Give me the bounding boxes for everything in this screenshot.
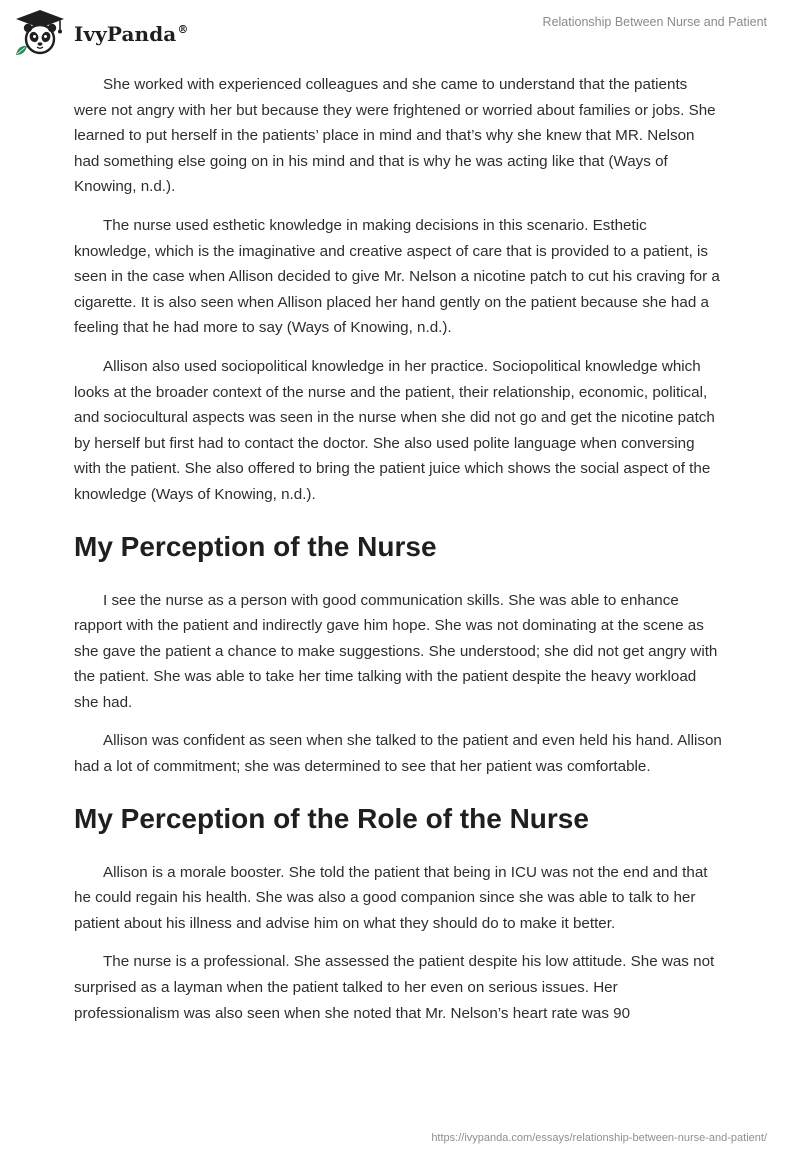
ivypanda-logo[interactable] [14,8,188,58]
section-heading-perception-of-nurse: My Perception of the Nurse [74,530,437,562]
paragraph: Allison also used sociopolitical knowledge in her practice. Sociopolitical knowledge which looks at the broader context of the nurse and the patient, their relationship, economic, political, and sociocultural aspects was seen in the nurse when she did not go and get the nicotine patch by herself but first had to contact the doctor. She also used polite language when conversing with the patient. She also offered to bring the patient juice which shows the social aspect of the knowledge (Ways of Knowing, n.d.). [74,357,715,503]
paragraph: Allison is a morale booster. She told the patient that being in ICU was not the end and that he could regain his health. She was also a good companion since she was able to talk to her patient about his illness and advise him on what they should do to make it better. [74,863,708,932]
registered-mark: ® [177,23,189,37]
brand-name [74,22,188,46]
brand-text: IvyPanda [74,22,177,46]
paragraph: Allison was confident as seen when she talked to the patient and even held his hand. Allison had a lot of commitment; she was determined to see that her patient was comfortable. [74,732,722,776]
source-url-link[interactable]: https://ivypanda.com/essays/relationship-between-nurse-and-patient/ [431,1132,767,1144]
paragraph: She worked with experienced colleagues and she came to understand that the patients were not angry with her but because they were frightened or worried about families or jobs. She learned to put herself in the patients’ place in mind and that’s why she knew that MR. Nelson had something else going on in his mind and that is why he was acting like that (Ways of Knowing, n.d.). [74,76,716,196]
section-heading-role-of-nurse: My Perception of the Role of the Nurse [74,802,589,834]
essay-content [74,72,724,1039]
paragraph: I see the nurse as a person with good communication skills. She was able to enhance rapport with the patient and indirectly gave him hope. She was not dominating at the scene as she gave the patient a chance to make suggestions. She understood; she did not get angry with the patient. She was able to take her time talking with the patient despite the heavy workload she had. [74,591,718,711]
paragraph: The nurse used esthetic knowledge in making decisions in this scenario. Esthetic knowledge, which is the imaginative and creative aspect of care that is provided to a patient, is seen in the case when Allison decided to give Mr. Nelson a nicotine patch to cut his craving for a cigarette. It is also seen when Allison placed her hand gently on the patient because she had a feeling that he had more to say (Ways of Knowing, n.d.). [74,216,720,337]
paragraph: The nurse is a professional. She assessed the patient despite his low attitude. She was not surprised as a layman when the patient talked to her even on serious issues. Her professionalism was also seen when she noted that Mr. Nelson’s heart rate was 90 [74,953,715,1022]
panda-graduate-icon [14,8,66,58]
page-header [0,0,800,64]
document-title: Relationship Between Nurse and Patient [542,15,767,29]
